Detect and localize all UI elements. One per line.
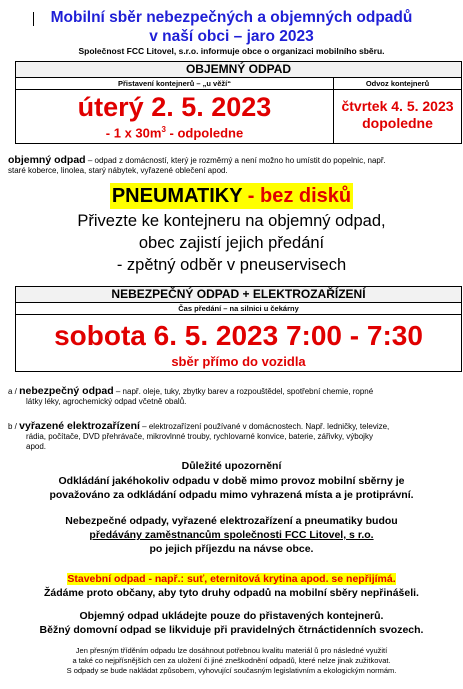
delivery-detail: - 1 x $30m^3$ - odpoledne (105, 125, 244, 141)
footer-line-1: Jen přesným tříděním odpadu lze dosáhnout potřebnou kvalitu materiál ů pro následné využití (75, 646, 388, 655)
bulky-waste-table (15, 61, 462, 144)
footer-line-3: S odpady se bude nakládat způsobem, vyhovující současným legislativním a ekologickým normám. (66, 666, 397, 675)
title-line-2: v naší obci – jaro 2023 (149, 28, 314, 45)
notice-line-7: Objemný odpad ukládejte pouze do přistavených kontejnerů. (79, 610, 384, 622)
construction-waste-warning: Stavební odpad - např.: suť, eternitová krytina apod. se nepřijímá. (67, 573, 396, 585)
notice-line-3: Nebezpečné odpady, vyřazené elektrozařízení a pneumatiky budou (65, 515, 398, 527)
tyres-line-3: - zpětný odběr v pneuservisech (116, 256, 347, 274)
title-line-1: Mobilní sběr nebezpečných a objemných odpadů (50, 9, 413, 26)
tyres-headline: PNEUMATIKY - bez disků (111, 185, 352, 207)
footer-line-2: a také co nejpřísnějších cen za uložení či jiné zneškodnění odpadů, které nelze jinak zužitkovat. (72, 656, 391, 665)
hazardous-date-cell (16, 315, 462, 372)
notice-line-1: Odkládání jakéhokoliv odpadu v době mimo provoz mobilní sběrny je (58, 475, 405, 487)
hazardous-section-title: NEBEZPEČNÝ ODPAD + ELEKTROZAŘÍZENÍ (16, 287, 462, 303)
notice-line-2: považováno za odkládání odpadu mimo vyhrazená místa a je protiprávní. (49, 489, 414, 501)
pickup-cell (334, 90, 462, 144)
bulky-section-title: OBJEMNÝ ODPAD (16, 62, 462, 78)
notice-line-5: po jejich příjezdu na návse obce. (149, 543, 314, 555)
tyres-line-2: obec zajistí jejich předání (138, 234, 325, 252)
delivery-cell (16, 90, 334, 144)
pickup-date: čtvrtek 4. 5. 2023 dopoledne (341, 98, 454, 131)
hazardous-item-b: b / vyřazené elektrozařízení – elektrozařízení používané v domácnostech. Např. ledničky, televize, rádia, počítače, DVD přehrávače, mikrovlnné trouby, rychlovarné konvice, baterie, zářivky, výbojky apod. (8, 420, 390, 451)
hazardous-item-a: a / nebezpečný odpad – např. oleje, tuky, zbytky barev a rozpouštědel, spotřební chemie, ropné látky léky, agrochemický odpad včetně obalů. (8, 385, 374, 406)
page-title (0, 8, 463, 46)
notice-line-8: Běžný domovní odpad se likviduje při pravidelných čtrnáctidenních svozech. (39, 624, 424, 636)
notice-line-4: předávány zaměstnancům společnosti FCC Litovel, s r.o. (89, 529, 374, 541)
hazardous-date: sobota 6. 5. 2023 7:00 - 7:30 (54, 320, 423, 351)
tyres-line-1: Přivezte ke kontejneru na objemný odpad, (77, 212, 386, 230)
hazardous-waste-table (15, 286, 462, 372)
pickup-column-header: Odvoz kontejnerů (334, 78, 462, 90)
bulky-definition: objemný odpad – odpad z domácností, který je rozměrný a není možno ho umístit do popelnic, např. staré koberce, linolea, starý nábytek, vyřazené oblečení apod. (8, 154, 386, 175)
notice-line-6: Žádáme proto občany, aby tyto druhy odpadů na mobilní sběry nepřinášeli. (44, 587, 419, 599)
delivery-column-header: Přistavení kontejnerů – „u věží“ (16, 78, 334, 90)
delivery-date: úterý 2. 5. 2023 (77, 92, 272, 122)
company-notice: Společnost FCC Litovel, s.r.o. informuje obce o organizaci mobilního sběru. (78, 46, 385, 56)
hazardous-subheader: Čas předání – na silnici u čekárny (16, 303, 462, 315)
notice-title: Důležité upozornění (181, 460, 282, 472)
hazardous-detail: sběr přímo do vozidla (171, 354, 306, 369)
